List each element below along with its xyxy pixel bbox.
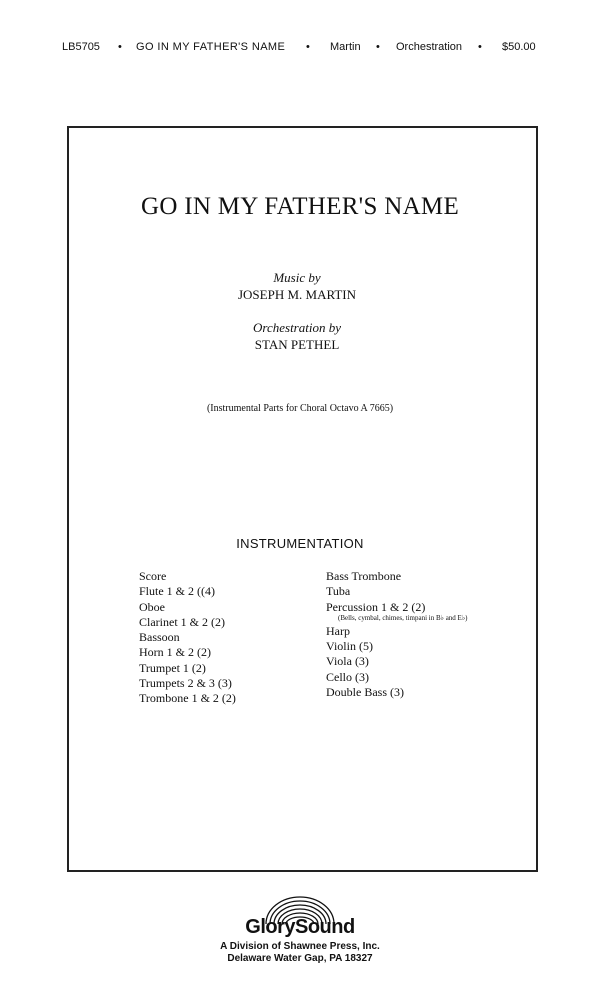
percussion-note: (Bells, cymbal, chimes, timpani in B♭ and E♭) <box>338 613 468 622</box>
bullet-separator: • <box>478 41 482 53</box>
bullet-separator: • <box>376 41 380 53</box>
instrument-item: Score <box>139 569 167 583</box>
instrument-item: Bass Trombone <box>326 569 402 583</box>
catalog-number: LB5705 <box>62 41 100 53</box>
instrument-item: Violin (5) <box>326 639 373 654</box>
instrument-item: Horn 1 & 2 (2) <box>139 645 211 660</box>
bullet-separator: • <box>118 41 122 53</box>
instrument-item: Trumpet 1 (2) <box>139 660 206 675</box>
cover-frame <box>67 126 538 872</box>
publisher-line-2: Delaware Water Gap, PA 18327 <box>227 953 373 964</box>
orchestrator-name: STAN PETHEL <box>254 337 340 352</box>
instrument-item: Clarinet 1 & 2 (2) <box>139 614 225 629</box>
logo-wordmark: GlorySound <box>245 916 355 938</box>
header-title: GO IN MY FATHER'S NAME <box>136 41 286 53</box>
instrument-item: Tuba <box>326 584 351 599</box>
parts-note: (Instrumental Parts for Choral Octavo A 7665) <box>206 403 394 414</box>
instrument-item: Trombone 1 & 2 (2) <box>139 691 236 706</box>
instrument-item: Cello (3) <box>326 669 369 684</box>
bullet-separator: • <box>306 41 310 53</box>
instrument-item: Trumpets 2 & 3 (3) <box>139 676 232 691</box>
catalog-header <box>62 41 548 59</box>
instrument-item: Harp <box>326 623 350 638</box>
instrumentation-heading: INSTRUMENTATION <box>236 536 364 551</box>
instrument-item: Bassoon <box>139 630 180 645</box>
orchestration-by-label: Orchestration by <box>253 320 341 335</box>
instrument-item: Viola (3) <box>326 654 369 669</box>
publisher-line-1: A Division of Shawnee Press, Inc. <box>220 941 380 952</box>
instrument-item: Double Bass (3) <box>326 685 404 700</box>
music-by-label: Music by <box>273 270 321 285</box>
header-edition: Orchestration <box>396 41 463 53</box>
cover-title: GO IN MY FATHER'S NAME <box>140 193 460 220</box>
instrument-list-right <box>326 569 467 700</box>
instrument-item: Flute 1 & 2 ((4) <box>139 584 215 599</box>
instrument-item: Percussion 1 & 2 (2) <box>326 599 426 614</box>
header-composer: Martin <box>330 41 361 53</box>
instrument-item: Oboe <box>139 599 165 614</box>
composer-name: JOSEPH M. MARTIN <box>237 287 357 302</box>
header-price: $50.00 <box>502 41 536 53</box>
instrument-list-left <box>139 569 236 707</box>
